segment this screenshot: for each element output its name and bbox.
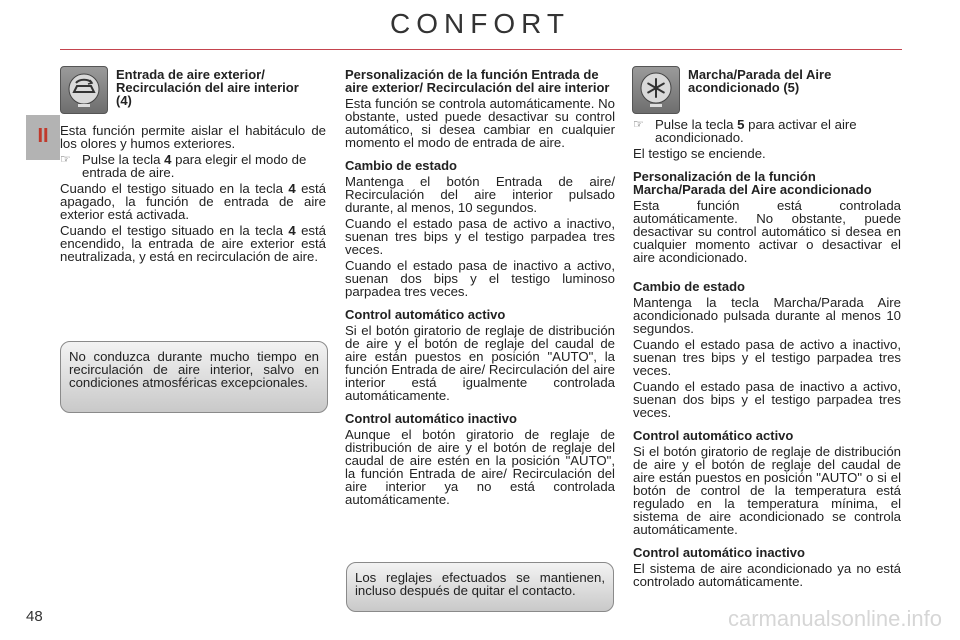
column-1 [60, 124, 326, 266]
page-number: 48 [26, 608, 43, 625]
paragraph: Esta función está controlada automáticamente. No obstante, puede desactivar su control automático si desea en cualquier momento activar o desactivar el aire acondicionado. [633, 198, 901, 265]
column-2 [345, 68, 615, 509]
pointing-hand-icon: ☞ [633, 117, 644, 131]
subheading-inactivo: Control automático inactivo [633, 545, 805, 560]
paragraph: Esta función se controla automáticamente. No obstante, usted puede desactivar su control automático, si desea cambiar en cualquier momento el modo de entrada de aire. [345, 96, 615, 150]
paragraph: Si el botón giratorio de reglaje de distribución de aire y el botón de reglaje del caudal de aire están puestos en posición "AUTO" o si el botón de control de la temperatura está regulado en la temperatura mínima, el sistema de aire acondicionado se controla automáticamente. [633, 444, 901, 537]
subheading-activo: Control automático activo [345, 307, 506, 322]
paragraph: Mantenga el botón Entrada de aire/ Recirculación del aire interior pulsado durante, al menos, 10 segundos. [345, 174, 615, 215]
subheading-personalization: Personalización de la función Marcha/Parada del Aire acondicionado [633, 169, 872, 197]
page-header [0, 0, 960, 50]
paragraph: Cuando el estado pasa de inactivo a activo, suenan dos bips y el testigo parpadea tres veces. [633, 379, 901, 420]
paragraph: Cuando el testigo situado en la tecla 4 está encendido, la entrada de aire exterior está neutralizada, y está en recirculación de aire. [60, 223, 327, 264]
subheading-cambio: Cambio de estado [345, 158, 457, 173]
paragraph: Cuando el estado pasa de activo a inactivo, suenan tres bips y el testigo parpadea tres veces. [633, 337, 901, 378]
air-conditioning-snowflake-icon [632, 66, 680, 114]
chapter-tab [26, 115, 60, 160]
watermark: carmanualsonline.info [727, 606, 942, 631]
page-title: CONFORT [390, 8, 570, 39]
pointing-hand-icon: ☞ [60, 152, 71, 166]
paragraph: Cuando el estado pasa de inactivo a activo, suenan dos bips y el testigo luminoso parpadea tres veces. [345, 258, 615, 299]
paragraph: Mantenga la tecla Marcha/Parada Aire acondicionado pulsada durante al menos 10 segundos. [633, 295, 901, 336]
section-title-ac: Marcha/Parada del Aire acondicionado (5) [688, 67, 832, 95]
paragraph: Aunque el botón giratorio de reglaje de distribución de aire y el botón de reglaje del caudal de aire estén en la posición "AUTO", la función Entrada de aire/ Recirculación del aire interior ya no está controlada automáticamente. [345, 427, 615, 507]
section-title-personalization: Personalización de la función Entrada de aire exterior/ Recirculación del aire interior [345, 67, 610, 95]
warning-note: No conduzca durante mucho tiempo en recirculación de aire interior, salvo en condiciones atmosféricas excepcionales. [60, 341, 328, 413]
intro-text: Esta función permite aislar el habitáculo de los olores y humos exteriores. [60, 123, 326, 151]
paragraph: El testigo se enciende. [633, 146, 766, 161]
section-title-recirculation: Entrada de aire exterior/ Recirculación del aire interior (4) [116, 67, 299, 108]
paragraph: Cuando el estado pasa de activo a inactivo, suenan tres bips y el testigo parpadea tres veces. [345, 216, 615, 257]
bullet-item: ☞ Pulse la tecla 4 para elegir el modo de entrada de aire. [60, 152, 307, 180]
paragraph: El sistema de aire acondicionado ya no está controlado automáticamente. [633, 561, 901, 589]
subheading-cambio: Cambio de estado [633, 279, 745, 294]
info-note: Los reglajes efectuados se mantienen, incluso después de quitar el contacto. [346, 562, 614, 612]
air-recirculation-icon [60, 66, 108, 114]
column-3 [633, 118, 901, 591]
paragraph: Cuando el testigo situado en la tecla 4 está apagado, la función de entrada de aire exterior está activada. [60, 181, 327, 222]
chapter-label: II [37, 125, 49, 147]
paragraph: Si el botón giratorio de reglaje de distribución de aire y el botón de reglaje del caudal de aire están puestos en posición "AUTO", la función Entrada de aire/ Recirculación del aire interior está igualmente controlada automáticamente. [345, 323, 615, 403]
header-rule [60, 49, 902, 50]
bullet-item: ☞ Pulse la tecla 5 para activar el aire acondicionado. [633, 117, 857, 145]
subheading-inactivo: Control automático inactivo [345, 411, 517, 426]
subheading-activo: Control automático activo [633, 428, 794, 443]
